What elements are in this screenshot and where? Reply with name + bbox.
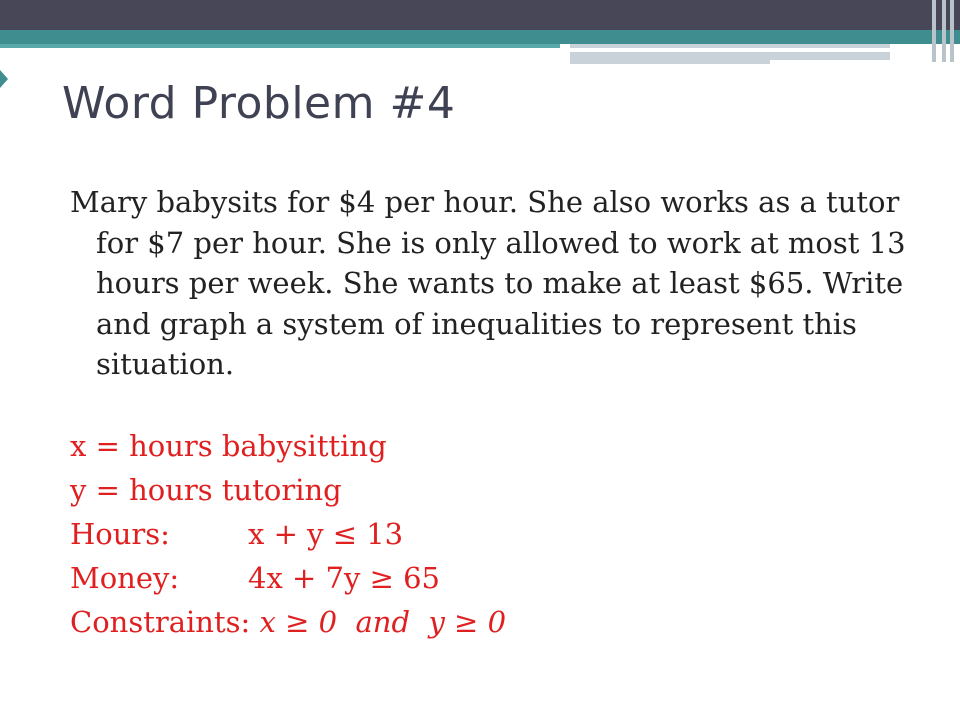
header-vertical-line bbox=[950, 0, 954, 62]
variable-y-definition: y = hours tutoring bbox=[70, 473, 342, 507]
hours-label: Hours: bbox=[70, 517, 170, 551]
problem-text: Mary babysits for $4 per hour. She also works as a tutor for $7 per hour. She is only allowed to work at most 13 hours per week. She wants to make at least $65. Write and graph a system of inequalities to represent this situation. bbox=[70, 185, 906, 381]
header-vertical-line bbox=[932, 0, 936, 62]
hours-expression: x + y ≤ 13 bbox=[248, 517, 404, 551]
hours-inequality bbox=[70, 512, 506, 556]
header-grey-line bbox=[570, 44, 890, 48]
header-accent-bar bbox=[0, 30, 960, 44]
money-expression: 4x + 7y ≥ 65 bbox=[248, 561, 441, 595]
header-bar bbox=[0, 0, 960, 30]
constraints-label: Constraints: bbox=[70, 605, 251, 639]
constraints-row bbox=[70, 600, 506, 644]
constraint-y-expression: y ≥ 0 bbox=[428, 605, 507, 639]
header-vertical-line bbox=[942, 0, 946, 62]
money-inequality bbox=[70, 556, 506, 600]
variable-x-definition: x = hours babysitting bbox=[70, 429, 387, 463]
constraint-x-expression: x ≥ 0 bbox=[259, 605, 338, 639]
title-pointer-icon bbox=[0, 70, 8, 88]
slide-title: Word Problem #4 bbox=[62, 78, 456, 129]
constraint-connector: and bbox=[355, 605, 411, 639]
header-accent-line bbox=[0, 44, 560, 48]
header-grey-line-short bbox=[570, 60, 770, 64]
money-label: Money: bbox=[70, 561, 180, 595]
answer-block bbox=[70, 424, 506, 644]
header-grey-bar bbox=[570, 52, 890, 60]
